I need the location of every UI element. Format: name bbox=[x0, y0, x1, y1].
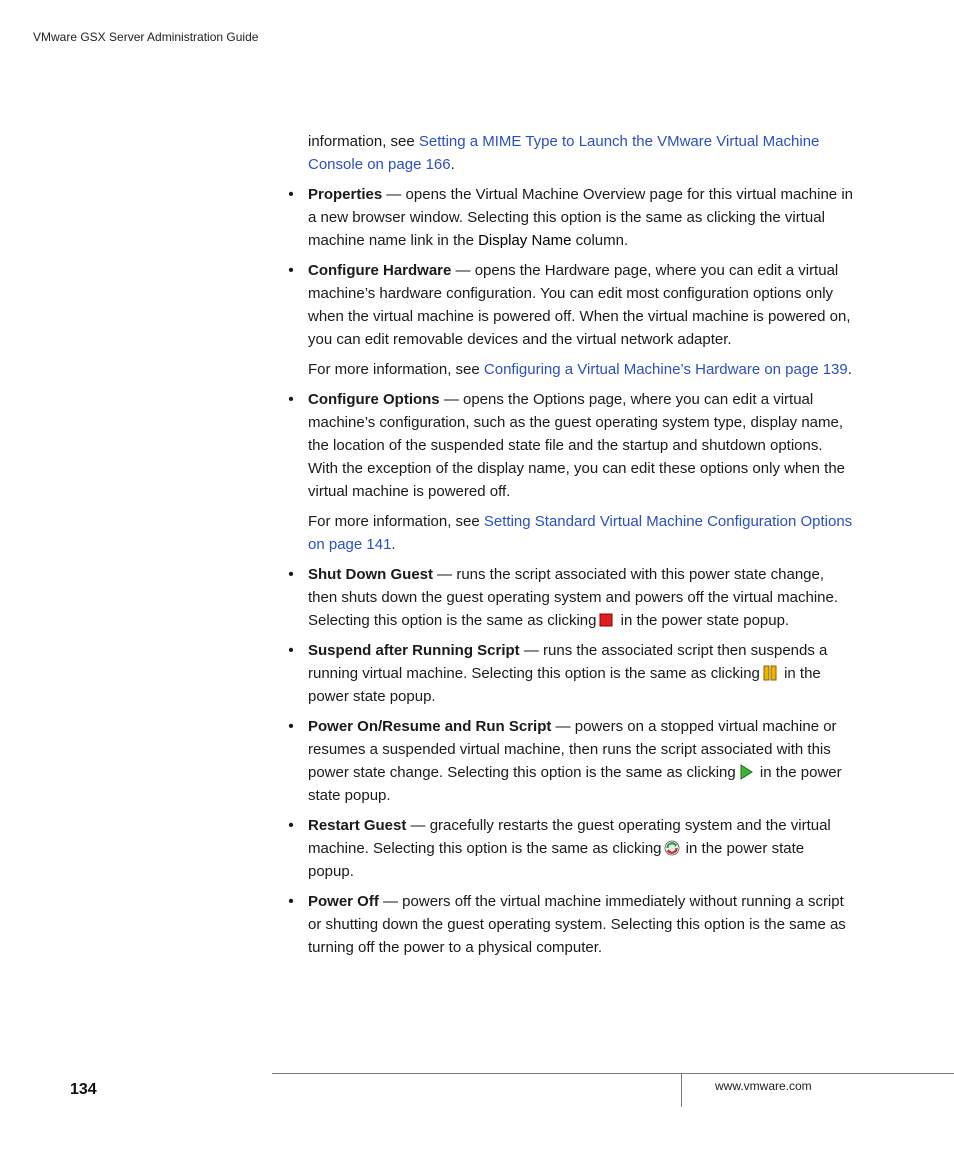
term-power-off: Power Off bbox=[308, 893, 379, 910]
page-body bbox=[288, 130, 853, 966]
bullet-icon: • bbox=[288, 391, 294, 408]
link-mime-type[interactable]: Setting a MIME Type to Launch the VMware Virtual Machine Console on page 166 bbox=[308, 133, 820, 173]
list-item-shut-down-guest: • Shut Down Guest — runs the script associated with this power state change, then shuts down the guest operating system and powers off the virtual machine. Selecting this option is the same as clicking in the power state popup. bbox=[308, 563, 853, 632]
bullet-icon: • bbox=[288, 893, 294, 910]
footer-url[interactable]: www.vmware.com bbox=[715, 1079, 812, 1093]
bullet-icon: • bbox=[288, 817, 294, 834]
list-item-properties: • Properties — opens the Virtual Machine Overview page for this virtual machine in a new browser window. Selecting this option is the same as clicking the virtual machine name link in the Display Name column. bbox=[308, 183, 853, 252]
term-properties: Properties bbox=[308, 186, 383, 203]
more-info-hardware: For more information, see Configuring a Virtual Machine’s Hardware on page 139. bbox=[308, 361, 852, 378]
link-configuring-hardware[interactable]: Configuring a Virtual Machine’s Hardware on page 139 bbox=[483, 361, 848, 378]
list-item-suspend-after-script: • Suspend after Running Script — runs the associated script then suspends a running virtual machine. Selecting this option is the same as clicking in the power state popup. bbox=[308, 639, 853, 708]
list-item-restart-guest: • Restart Guest — gracefully restarts the guest operating system and the virtual machine. Selecting this option is the same as clicking in the power state popup. bbox=[308, 814, 853, 883]
bullet-icon: • bbox=[288, 262, 294, 279]
term-shut-down-guest: Shut Down Guest bbox=[308, 566, 433, 583]
more-info-options: For more information, see Setting Standard Virtual Machine Configuration Options on page 141. bbox=[308, 513, 853, 553]
term-configure-options: Configure Options bbox=[308, 391, 440, 408]
stop-icon bbox=[598, 612, 614, 628]
term-suspend-after-script: Suspend after Running Script bbox=[308, 642, 520, 659]
footer-rule bbox=[272, 1073, 954, 1074]
term-restart-guest: Restart Guest bbox=[308, 817, 407, 834]
running-header: VMware GSX Server Administration Guide bbox=[33, 30, 259, 44]
pause-icon bbox=[762, 665, 778, 681]
intro-paragraph: information, see Setting a MIME Type to Launch the VMware Virtual Machine Console on page 166. bbox=[308, 133, 820, 173]
bullet-icon: • bbox=[288, 566, 294, 583]
list-item-configure-hardware: • Configure Hardware — opens the Hardware page, where you can edit a virtual machine’s hardware configuration. You can edit most configuration options only when the virtual machine is powered off. When the virtual machine is powered on, you can edit removable devices and the virtual network adapter. bbox=[308, 259, 853, 351]
term-configure-hardware: Configure Hardware bbox=[308, 262, 452, 279]
page-number: 134 bbox=[70, 1081, 97, 1098]
list-item-configure-options: • Configure Options — opens the Options page, where you can edit a virtual machine’s configuration, such as the guest operating system type, display name, the location of the suspended state file and the startup and shutdown options. With the exception of the display name, you can edit these options only when the virtual machine is powered off. bbox=[308, 388, 853, 503]
restart-icon bbox=[664, 840, 680, 856]
list-item-power-off: • Power Off — powers off the virtual machine immediately without running a script or shutting down the guest operating system. Selecting this option is the same as turning off the power to a physical computer. bbox=[308, 890, 853, 959]
bullet-icon: • bbox=[288, 186, 294, 203]
play-icon bbox=[738, 764, 754, 780]
link-standard-configuration[interactable]: Setting Standard Virtual Machine Configuration Options on page 141 bbox=[308, 513, 853, 553]
term-power-on-resume: Power On/Resume and Run Script bbox=[308, 718, 552, 735]
list-item-power-on-resume: • Power On/Resume and Run Script — powers on a stopped virtual machine or resumes a suspended virtual machine, then runs the script associated with this power state change. Selecting this option is the same as clicking in the power state popup. bbox=[308, 715, 853, 807]
footer-divider bbox=[681, 1073, 682, 1107]
ui-display-name: Display Name bbox=[478, 232, 572, 249]
bullet-icon: • bbox=[288, 642, 294, 659]
bullet-icon: • bbox=[288, 718, 294, 735]
